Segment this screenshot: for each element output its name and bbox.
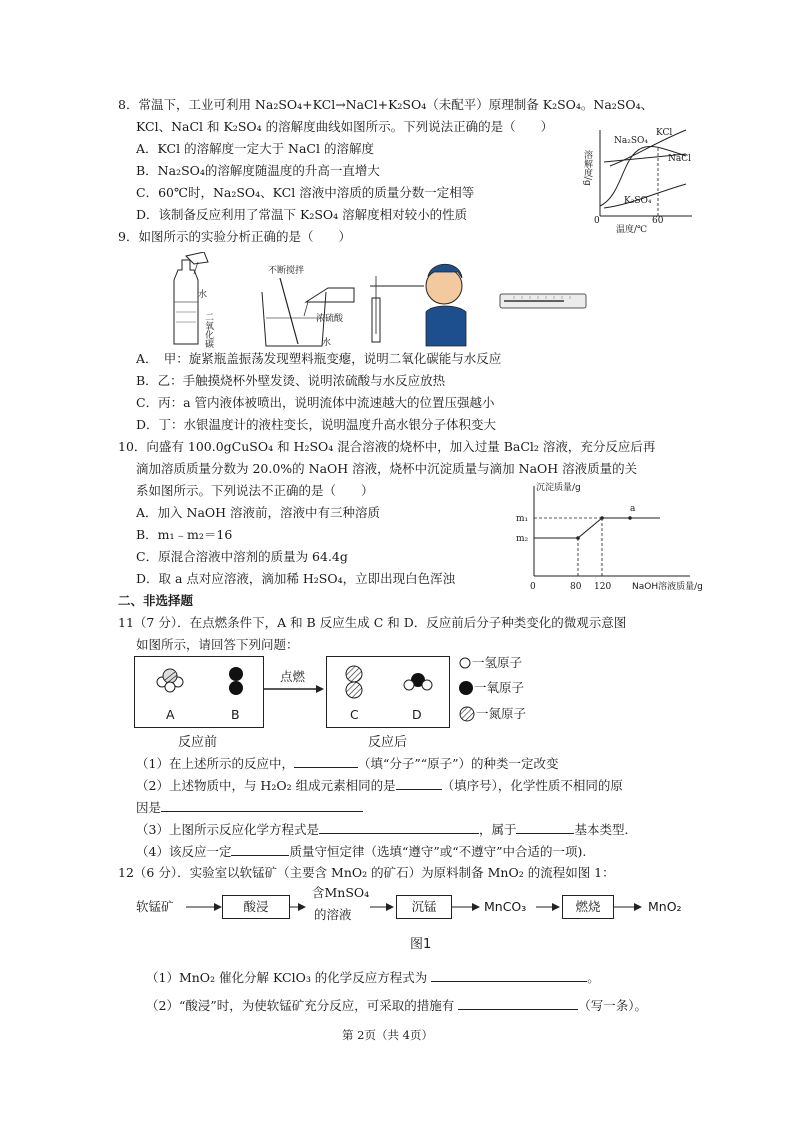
flow-step-acid-leach: 酸浸: [222, 895, 290, 919]
q12-part2: （2）“酸浸”时，为使软锰矿充分反应，可采取的措施有 （写一条）。: [146, 998, 647, 1013]
flow-mid-line1: 含MnSO₄: [312, 885, 370, 900]
flow-product-mno2: MnO₂: [648, 899, 682, 914]
q9-option-c: C．丙：a 管内液体被喷出，说明流体中流速越大的位置压强越小: [136, 395, 495, 410]
flow-mid-line2: 的溶液: [314, 907, 352, 922]
yi-acid-label: 浓硫酸: [316, 314, 344, 324]
q9-option-b: B．乙：手触摸烧杯外壁发烫、说明浓硫酸与水反应放热: [136, 373, 446, 388]
q11-stem-line2: 如图所示，请回答下列问题：: [136, 637, 299, 652]
yi-stir-label: 不断搅拌: [268, 266, 305, 276]
oxygen-atom-icon: [458, 680, 474, 696]
precipitate-y-label: 沉淀质量/g: [536, 483, 581, 493]
q10-stem-line3: 系如图所示。下列说法不正确的是（ ）: [136, 483, 374, 498]
answer-blank-5[interactable]: [516, 820, 574, 834]
q11-stem-line1: 11（7 分）．在点燃条件下，A 和 B 反应生成 C 和 D．反应前后分子种类变化的微观示意图: [118, 615, 627, 630]
legend-hydrogen: 一氢原子: [472, 655, 523, 670]
q11-part3: （3）上图所示反应化学方程式是 ，属于 基本类型.: [136, 822, 629, 837]
jia-water-label: 水: [198, 290, 208, 300]
hydrogen-atom-icon: [458, 656, 472, 670]
flow-arrow-icon: [452, 902, 480, 912]
q8-stem-line2: KCl、NaCl 和 K₂SO₄ 的溶解度曲线如图所示。下列说法正确的是（ ）: [136, 119, 554, 134]
answer-blank-1[interactable]: [294, 754, 358, 768]
curve-label-na2so4: Na₂SO₄: [614, 136, 649, 146]
beaker-figure: [258, 272, 368, 350]
flow-arrow-icon: [186, 902, 222, 912]
thermometer-figure: [494, 290, 594, 314]
q8-option-b: B．Na₂SO₄的溶解度随温度的升高一直增大: [136, 163, 380, 178]
precipitate-x-origin: 0: [530, 582, 536, 592]
label-c: C: [350, 707, 359, 722]
after-caption: 反应后: [368, 735, 408, 750]
before-caption: 反应前: [178, 735, 218, 750]
q10-stem-line2: 滴加溶质质量分数为 20.0%的 NaOH 溶液，烧杯中沉淀质量与滴加 NaOH 溶液质量的关: [136, 461, 638, 476]
precipitate-m2-label: m₂: [516, 534, 529, 544]
q8-option-c: C．60℃时，Na₂SO₄、KCl 溶液中溶质的质量分数一定相等: [136, 185, 475, 200]
q11-part4: （4）该反应一定 质量守恒定律（选填“遵守”或“不遵守”中合适的一项).: [136, 844, 587, 859]
flow-arrow-icon: [370, 902, 394, 912]
q11-part2: （2）上述物质中，与 H₂O₂ 组成元素相同的是 （填序号），化学性质不相同的原: [136, 778, 623, 793]
page-footer: 第 2页（共 4页）: [342, 1028, 433, 1042]
q10-option-b: B．m₁﹣m₂＝16: [136, 527, 233, 542]
flow-arrow-icon: [614, 902, 642, 912]
section-heading: 二、非选择题: [118, 593, 194, 608]
figure-caption: 图1: [410, 937, 432, 952]
q10-option-a: A．加入 NaOH 溶液前，溶液中有三种溶质: [136, 505, 381, 520]
q8-stem-line1: 8．常温下，工业可利用 Na₂SO₄+KCl→NaCl+K₂SO₄（未配平）原理制备 K₂SO₄。Na₂SO₄、: [118, 97, 654, 112]
graph-x-label: 温度/℃: [616, 225, 648, 235]
q9-option-a: A． 甲：旋紧瓶盖振荡发现塑料瓶变瘪，说明二氧化碳能与水反应: [136, 351, 502, 366]
graph-y-label: 溶解度/g: [582, 150, 592, 186]
molecule-b-icon: [226, 664, 246, 700]
answer-blank-8[interactable]: [458, 996, 578, 1010]
yi-water-label: 水: [322, 338, 332, 348]
arrow-label: 点燃: [280, 669, 306, 684]
q11-part2-cont: 因是: [136, 798, 363, 817]
q9-stem: 9．如图所示的实验分析正确的是（ ）: [118, 229, 351, 244]
molecule-c-icon: [342, 662, 366, 702]
label-b: B: [231, 707, 240, 722]
flow-product-mnco3: MnCO₃: [484, 899, 527, 914]
graph-x-origin: 0: [594, 216, 600, 226]
q8-option-d: D．该制备反应利用了常温下 K₂SO₄ 溶解度相对较小的性质: [136, 207, 468, 222]
precipitate-x-label: NaOH溶液质量/g: [632, 582, 703, 592]
precipitate-x-120: 120: [594, 582, 612, 592]
legend-nitrogen: 一氮原子: [476, 706, 527, 721]
plastic-bottle-figure: [164, 252, 224, 348]
molecule-a-icon: [150, 664, 190, 694]
jia-co2-label: 二氧化碳: [203, 312, 213, 348]
q11-part1: （1）在上述所示的反应中， （填“分子”“原子”）的种类一定改变: [136, 756, 559, 771]
reaction-arrow-icon: [264, 684, 324, 694]
molecule-d-icon: [400, 668, 436, 694]
flow-arrow-icon: [290, 902, 306, 912]
curve-label-nacl: NaCl: [668, 154, 692, 164]
boy-blowing-figure: [362, 256, 472, 352]
answer-blank-3[interactable]: [161, 798, 363, 812]
graph-x-60: 60: [652, 216, 664, 226]
curve-label-kcl: KCl: [656, 128, 673, 138]
answer-blank-4[interactable]: [319, 820, 479, 834]
flow-step-burn: 燃烧: [562, 895, 614, 919]
q10-option-c: C．原混合溶液中溶剂的质量为 64.4g: [136, 549, 348, 564]
answer-blank-7[interactable]: [431, 968, 587, 982]
flow-arrow-icon: [536, 902, 560, 912]
precipitate-m1-label: m₁: [516, 514, 529, 524]
curve-label-k2so4: K₂SO₄: [624, 196, 652, 206]
q9-option-d: D．丁：水银温度计的液柱变长，说明温度升高水银分子体积变大: [136, 417, 497, 432]
q10-stem-line1: 10．向盛有 100.0gCuSO₄ 和 H₂SO₄ 混合溶液的烧杯中，加入过量 BaCl₂ 溶液，充分反应后再: [118, 439, 656, 454]
answer-blank-6[interactable]: [231, 842, 289, 856]
precipitate-x-80: 80: [570, 582, 582, 592]
q12-stem: 12（6 分）．实验室以软锰矿（主要含 MnO₂ 的矿石）为原料制备 MnO₂ 的流程如图 1：: [118, 865, 615, 880]
q10-option-d: D．取 a 点对应溶液，滴加稀 H₂SO₄，立即出现白色浑浊: [136, 571, 456, 586]
legend-oxygen: 一氧原子: [474, 680, 525, 695]
label-a: A: [166, 707, 175, 722]
q12-part1: （1）MnO₂ 催化分解 KClO₃ 的化学反应方程式为 。: [146, 970, 600, 985]
flow-start: 软锰矿: [136, 899, 174, 914]
answer-blank-2[interactable]: [396, 776, 442, 790]
flow-step-precipitate: 沉锰: [396, 895, 452, 919]
label-d: D: [412, 707, 422, 722]
q8-option-a: A．KCl 的溶解度一定大于 NaCl 的溶解度: [136, 141, 374, 156]
precipitate-point-a: a: [630, 504, 636, 514]
nitrogen-atom-icon: [458, 705, 476, 723]
